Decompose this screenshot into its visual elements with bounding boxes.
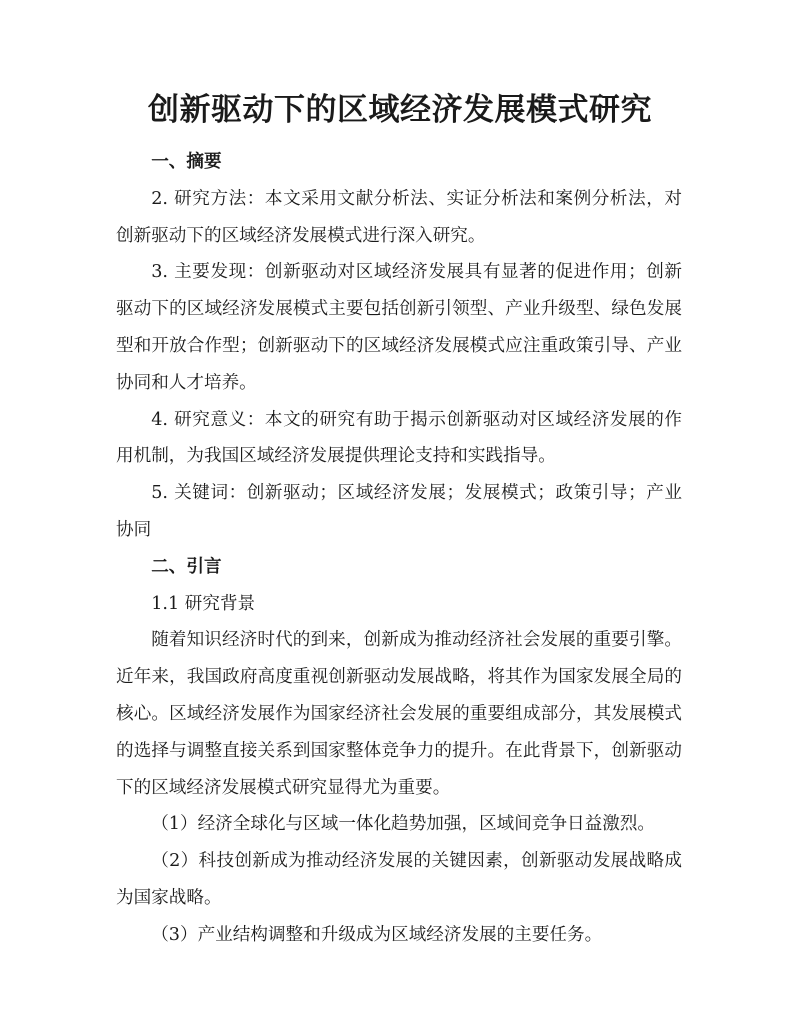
- list-item-point-2: （2）科技创新成为推动经济发展的关键因素，创新驱动发展战略成为国家战略。: [116, 851, 682, 908]
- list-item-point-1: （1）经济全球化与区域一体化趋势加强，区域间竞争日益激烈。: [151, 814, 656, 835]
- paragraph-research-background: 随着知识经济时代的到来，创新成为推动经济社会发展的重要引擎。近年来，我国政府高度重视创新驱动发展战略，将其作为国家发展全局的核心。区域经济发展作为国家经济社会发展的重要组成部分，其发展模式的选择与调整直接关系到国家整体竞争力的提升。在此背景下，创新驱动下的区域经济发展模式研究显得尤为重要。: [116, 630, 682, 798]
- subheading-research-background: 1.1 研究背景: [151, 593, 256, 614]
- paragraph-research-method: 2. 研究方法：本文采用文献分析法、实证分析法和案例分析法，对创新驱动下的区域经济发展模式进行深入研究。: [116, 188, 682, 246]
- paragraph-research-significance: 4. 研究意义：本文的研究有助于揭示创新驱动对区域经济发展的作用机制，为我国区域经济发展提供理论支持和实践指导。: [116, 409, 682, 467]
- section-heading-abstract: 一、摘要: [151, 151, 222, 172]
- document-title: 创新驱动下的区域经济发展模式研究: [148, 92, 652, 128]
- section-heading-introduction: 二、引言: [151, 555, 222, 577]
- paragraph-keywords: 5. 关键词：创新驱动；区域经济发展；发展模式；政策引导；产业协同: [116, 483, 682, 540]
- list-item-point-3: （3）产业结构调整和升级成为区域经济发展的主要任务。: [151, 924, 603, 945]
- paragraph-main-findings: 3. 主要发现：创新驱动对区域经济发展具有显著的促进作用；创新驱动下的区域经济发展模式主要包括创新引领型、产业升级型、绿色发展型和开放合作型；创新驱动下的区域经济发展模式应注重政策引导、产业协同和人才培养。: [116, 262, 682, 393]
- document-body: [116, 144, 682, 954]
